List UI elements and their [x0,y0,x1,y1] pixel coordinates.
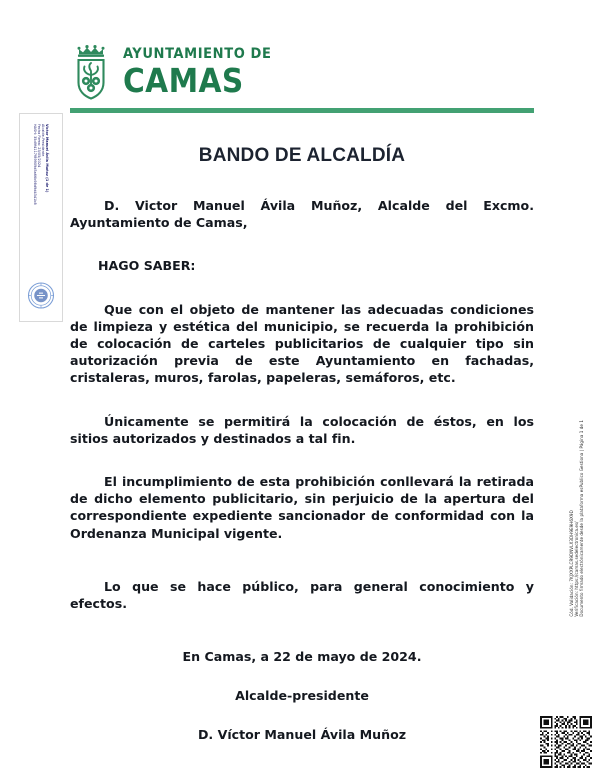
page-title: BANDO DE ALCALDÍA [198,145,406,166]
paragraph-3: El incumplimiento de esta prohibición conllevará la retirada de dicho elemento publicitario, sin perjuicio de la apertura del correspondiente expediente sancionador de conformidad con la Ordenanza Municipal vigente. [70,474,534,541]
signer-role: Alcalde-Presidente [41,124,46,157]
verification-url: Verificación: https://camas.sedelectronica.es/ [574,521,580,617]
wordmark [123,45,272,101]
digital-signature-seal-icon [28,282,55,309]
signature-margin-box [19,113,63,322]
paragraph-4: Lo que se hace público, para general conocimiento y efectos. [70,578,534,612]
paragraph-2: Únicamente se permitirá la colocación de éstos, en los sitios autorizados y destinados a tal fin. [70,413,534,446]
wordmark-line-1: AYUNTAMIENTO DE [123,45,272,62]
signature-role: Alcalde-presidente [235,688,369,704]
signature-hash: HASH: 35d9f4117f89909d5a66b98d9d4341b8 [32,124,37,205]
header-divider [70,108,534,113]
validation-code: Cód. Validación: 7KJXXPLCR9DNVLX3DH9E9H6X9D [569,510,575,617]
document-header [70,44,510,106]
signature-date: Fecha Firma: 23/05/2024 [37,124,41,168]
municipality-logo [70,44,510,100]
signer-name: Víctor Manuel Ávila Muñoz (1 de 1) [45,124,50,193]
qr-code-icon [540,716,592,768]
electronic-signature-note: Documento firmado electrónicamente desde la plataforma esPublico Gestiona | Página 1 de 1 [579,420,585,617]
document-body [70,145,534,743]
signature-place-date: En Camas, a 22 de mayo de 2024. [182,649,422,665]
coat-of-arms-icon [70,44,112,100]
wordmark-line-2: CAMAS [123,61,244,101]
validation-margin-text [569,420,585,617]
paragraph-hago-saber: HAGO SABER: [98,258,196,274]
validation-margin [560,420,594,710]
paragraph-intro: D. Victor Manuel Ávila Muñoz, Alcalde del Excmo. Ayuntamiento de Camas, [70,198,534,231]
signature-margin-text [33,124,49,205]
signature-name: D. Víctor Manuel Ávila Muñoz [197,727,407,743]
paragraph-1: Que con el objeto de mantener las adecuadas condiciones de limpieza y estética del municipio, se recuerda la prohibición de colocación de carteles publicitarios de cualquier tipo sin autorización previa de este Ayuntamiento en fachadas, cristaleras, muros, farolas, papeleras, semáforos, etc. [70,301,534,386]
